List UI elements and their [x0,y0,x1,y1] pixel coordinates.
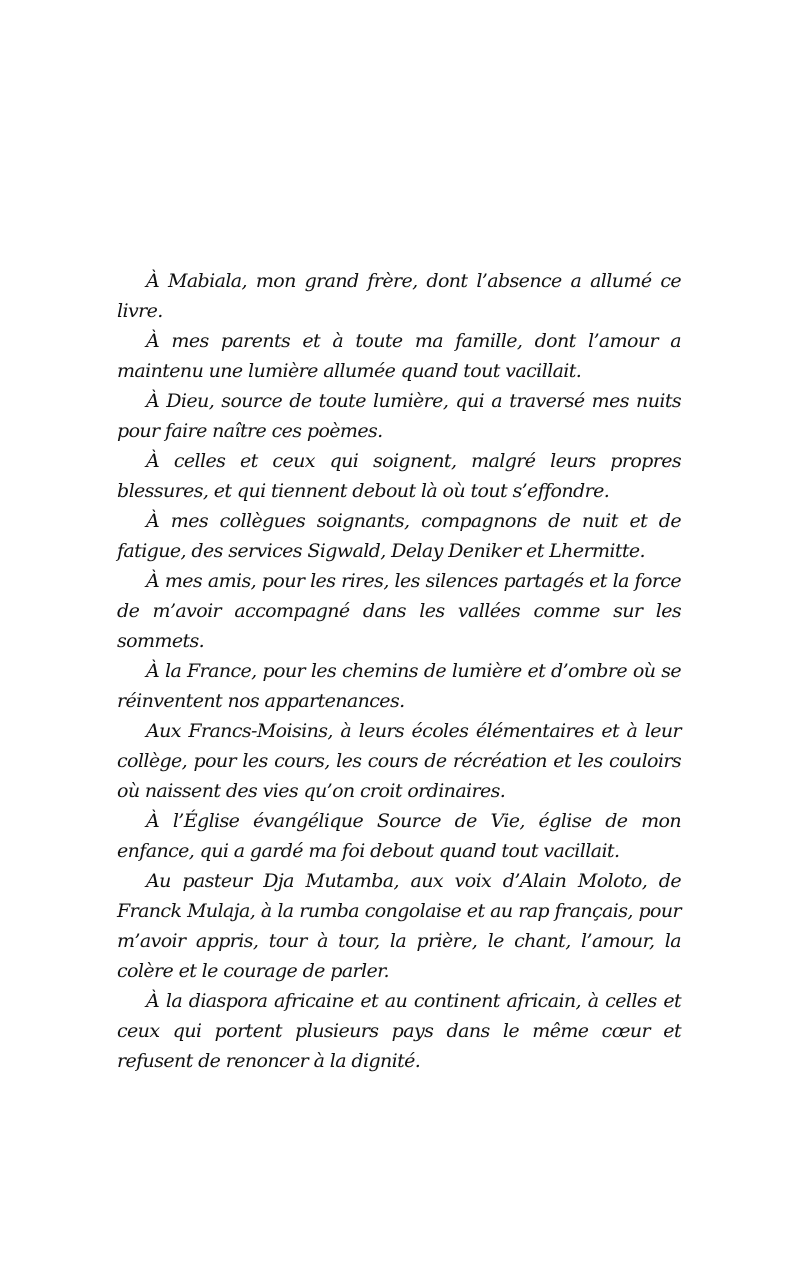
dedication-text [117,266,681,1076]
dedication-paragraph: À l’Église évangélique Source de Vie, église de mon enfance, qui a gardé ma foi debout quand tout vacillait. [117,810,681,862]
dedication-paragraph: À mes amis, pour les rires, les silences partagés et la force de m’avoir accompagné dans les vallées comme sur les sommets. [117,570,681,652]
dedication-paragraph: Aux Francs-Moisins, à leurs écoles élémentaires et à leur collège, pour les cours, les cours de récréation et les couloirs où naissent des vies qu’on croit ordinaires. [117,720,681,802]
dedication-paragraph: À celles et ceux qui soignent, malgré leurs propres blessures, et qui tiennent debout là où tout s’effondre. [117,450,681,502]
dedication-paragraph: À la diaspora africaine et au continent africain, à celles et ceux qui portent plusieurs pays dans le même cœur et refusent de renoncer à la dignité. [117,990,681,1072]
dedication-paragraph: À Dieu, source de toute lumière, qui a traversé mes nuits pour faire naître ces poèmes. [117,390,681,442]
dedication-paragraph: À la France, pour les chemins de lumière et d’ombre où se réinventent nos appartenances. [117,660,681,712]
dedication-paragraph: À mes collègues soignants, compagnons de nuit et de fatigue, des services Sigwald, Delay Deniker et Lhermitte. [117,510,681,562]
dedication-paragraph: Au pasteur Dja Mutamba, aux voix d’Alain Moloto, de Franck Mulaja, à la rumba congolaise et au rap français, pour m’avoir appris, tour à tour, la prière, le chant, l’amour, la colère et le courage de parler. [117,870,681,982]
dedication-paragraph: À Mabiala, mon grand frère, dont l’absence a allumé ce livre. [117,270,681,322]
dedication-paragraph: À mes parents et à toute ma famille, dont l’amour a maintenu une lumière allumée quand tout vacillait. [117,330,681,382]
